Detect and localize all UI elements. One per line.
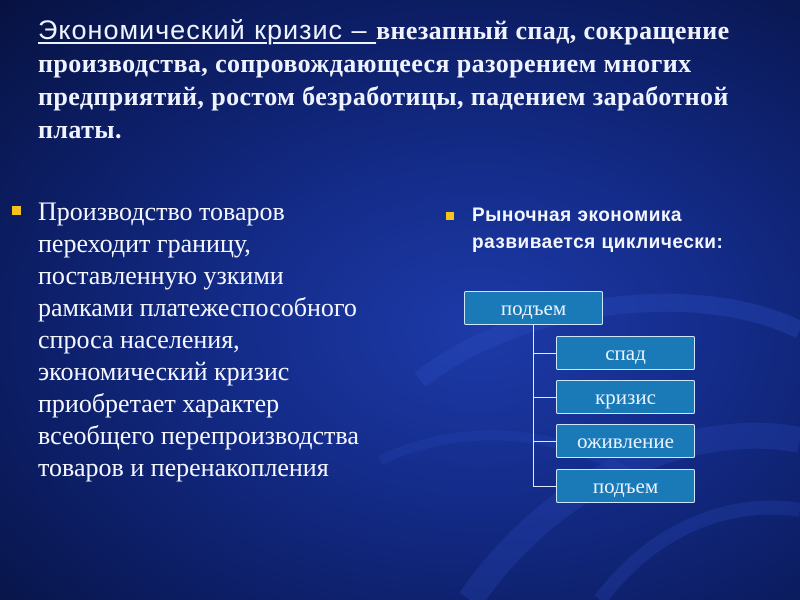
cycle-connector (533, 353, 556, 354)
title-lead: Экономический кризис – (38, 15, 377, 45)
cycle-phase-node: кризис (556, 380, 695, 414)
cycle-phase-node: подъем (556, 469, 695, 503)
cycle-phase-node: оживление (556, 424, 695, 458)
cycle-connector (533, 397, 556, 398)
right-bullet-text: Рыночная экономика развивается циклически: (472, 205, 724, 253)
slide-title (38, 14, 778, 146)
cycle-connector-vertical (533, 325, 534, 487)
cycle-phase-node: спад (556, 336, 695, 370)
cycle-connector (533, 486, 556, 487)
bullet-square-icon (446, 212, 454, 220)
bullet-square-icon (12, 206, 21, 215)
title-rest: внезапный спад, сокращение производства, сопровождающееся разорением многих предприятий, ростом безработицы, падением заработной платы. (38, 16, 730, 144)
left-bullet-text: Производство товаров переходит границу, поставленную узкими рамками платежеспособного спроса населения, экономический кризис приобретает характер всеобщего перепроизводства товаров и перенакопления (38, 197, 359, 482)
cycle-connector (533, 441, 556, 442)
cycle-root-node: подъем (464, 291, 603, 325)
